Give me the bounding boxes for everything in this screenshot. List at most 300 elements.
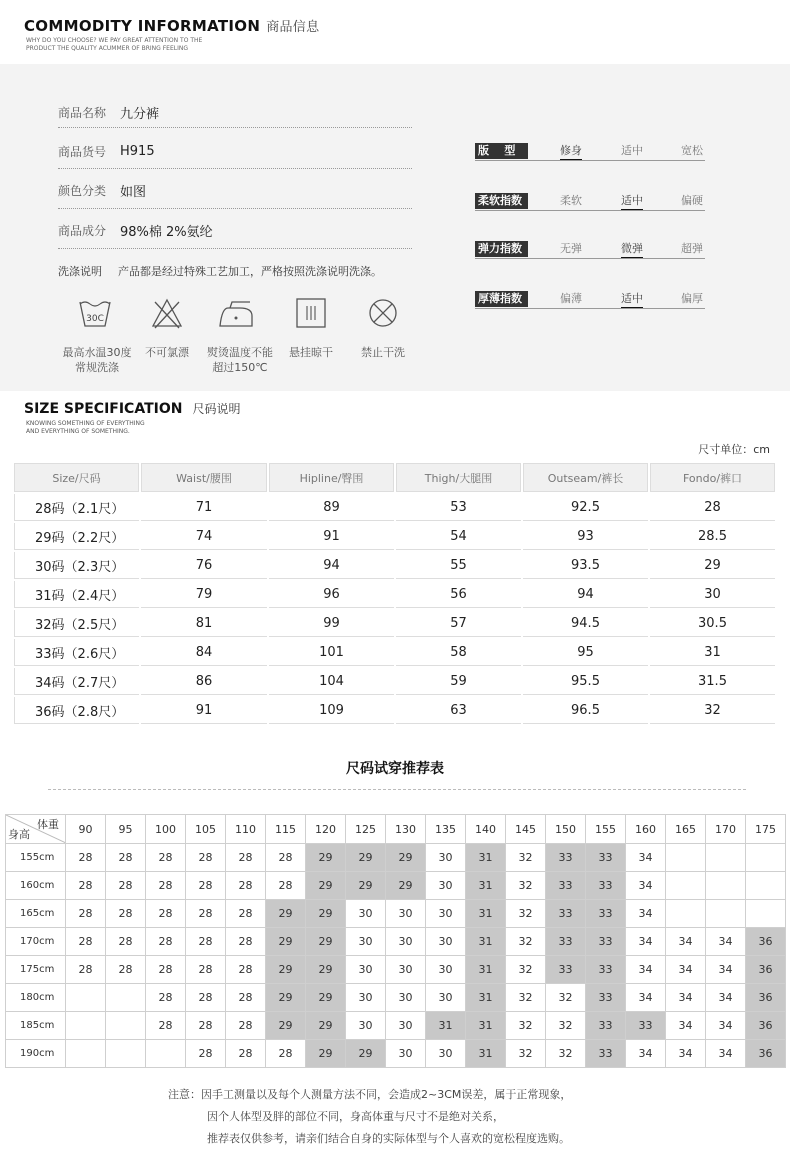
divider — [58, 208, 412, 209]
size-value-cell: 104 — [269, 668, 394, 695]
scale-line — [475, 258, 705, 259]
size-value-cell: 96.5 — [523, 697, 648, 724]
recommend-size-cell: 34 — [626, 956, 666, 984]
note-line3: 推荐表仅供参考，请亲们结合自身的实际体型与个人喜欢的宽松程度选购。 — [207, 1132, 570, 1145]
recommend-size-cell: 28 — [146, 928, 186, 956]
size-row — [14, 610, 775, 637]
recommend-size-cell: 28 — [106, 900, 146, 928]
recommend-size-cell: 28 — [226, 872, 266, 900]
size-spec-subtitle-line2: AND EVERYTHING OF SOMETHING. — [26, 428, 130, 435]
size-value-cell: 76 — [141, 552, 267, 579]
recommend-size-cell: 28 — [266, 1040, 306, 1068]
size-value-cell: 32 — [650, 697, 775, 724]
recommend-size-cell: 28 — [146, 900, 186, 928]
recommend-size-cell: 32 — [506, 928, 546, 956]
recommend-size-cell — [666, 900, 706, 928]
size-value-cell: 71 — [141, 494, 267, 521]
size-header-cell: Outseam/裤长 — [523, 463, 648, 492]
info-row-code — [58, 139, 412, 163]
recommend-size-cell: 36 — [746, 956, 786, 984]
weight-header-cell: 115 — [266, 815, 306, 844]
scale-fit — [475, 143, 705, 161]
recommend-size-cell: 30 — [346, 984, 386, 1012]
recommend-row — [6, 1040, 786, 1068]
care-label-line: 禁止干洗 — [361, 346, 405, 359]
recommend-size-cell — [706, 872, 746, 900]
scale-option: 超弹 — [681, 242, 703, 255]
size-value-cell: 91 — [141, 697, 267, 724]
height-cell: 185cm — [6, 1012, 66, 1040]
recommend-size-cell: 29 — [306, 900, 346, 928]
size-value-cell: 101 — [269, 639, 394, 666]
recommend-size-cell — [146, 1040, 186, 1068]
recommend-size-cell: 34 — [626, 872, 666, 900]
info-label: 商品名称 — [58, 105, 107, 120]
recommend-size-cell: 33 — [586, 928, 626, 956]
size-value-cell: 99 — [269, 610, 394, 637]
size-value-cell: 81 — [141, 610, 267, 637]
recommend-size-cell: 28 — [186, 1040, 226, 1068]
recommend-size-cell: 29 — [266, 984, 306, 1012]
recommend-size-cell: 34 — [626, 844, 666, 872]
info-row-material — [58, 218, 412, 242]
size-table-body — [14, 494, 775, 724]
recommend-size-cell — [106, 1040, 146, 1068]
size-row — [14, 523, 775, 550]
recommend-size-cell: 34 — [706, 956, 746, 984]
height-cell: 165cm — [6, 900, 66, 928]
dashed-divider — [48, 789, 746, 790]
recommend-size-cell: 28 — [146, 1012, 186, 1040]
size-header-cell: Waist/腰围 — [141, 463, 267, 492]
recommend-size-cell: 28 — [66, 956, 106, 984]
scale-label: 厚薄指数 — [475, 291, 528, 307]
size-spec-subtitle — [26, 420, 145, 436]
recommend-size-cell: 34 — [626, 1040, 666, 1068]
scale-option-selected: 微弹 — [621, 241, 643, 259]
recommend-size-cell: 28 — [106, 956, 146, 984]
info-row-name — [58, 100, 412, 124]
recommend-size-cell: 28 — [146, 984, 186, 1012]
recommend-size-cell: 31 — [426, 1012, 466, 1040]
recommend-size-cell: 28 — [186, 872, 226, 900]
info-label: 商品成分 — [58, 223, 107, 238]
scale-softness — [475, 193, 705, 211]
info-label: 商品货号 — [58, 144, 107, 159]
recommend-size-cell — [106, 1012, 146, 1040]
no-dry-clean-icon — [348, 296, 418, 330]
scale-label: 弹力指数 — [475, 241, 528, 257]
recommend-table — [5, 814, 786, 1068]
recommend-size-cell: 31 — [466, 1040, 506, 1068]
recommend-size-cell: 28 — [146, 956, 186, 984]
recommend-size-cell: 31 — [466, 844, 506, 872]
recommend-size-cell: 28 — [226, 844, 266, 872]
recommend-size-cell: 29 — [266, 956, 306, 984]
recommend-size-cell: 28 — [226, 1040, 266, 1068]
recommend-size-cell: 30 — [386, 956, 426, 984]
recommend-size-cell: 30 — [386, 1012, 426, 1040]
recommend-row — [6, 1012, 786, 1040]
size-value-cell: 94.5 — [523, 610, 648, 637]
hang-dry-icon — [276, 296, 346, 330]
size-value-cell: 93.5 — [523, 552, 648, 579]
recommend-size-cell: 33 — [546, 956, 586, 984]
scale-line — [475, 308, 705, 309]
care-label-line: 悬挂晾干 — [289, 346, 333, 359]
weight-header-cell: 155 — [586, 815, 626, 844]
care-label-line: 最高水温30度 — [62, 346, 132, 359]
size-value-cell: 56 — [396, 581, 521, 608]
size-label-cell: 29码（2.2尺） — [14, 523, 139, 550]
recommend-size-cell: 31 — [466, 872, 506, 900]
recommend-size-cell: 28 — [66, 872, 106, 900]
recommend-size-cell — [66, 1040, 106, 1068]
recommend-size-cell: 28 — [186, 1012, 226, 1040]
size-value-cell: 59 — [396, 668, 521, 695]
recommend-size-cell: 36 — [746, 1040, 786, 1068]
size-value-cell: 93 — [523, 523, 648, 550]
scale-elasticity — [475, 241, 705, 259]
care-label-iron — [198, 345, 282, 375]
weight-header-cell: 95 — [106, 815, 146, 844]
recommend-size-cell: 32 — [506, 872, 546, 900]
size-value-cell: 84 — [141, 639, 267, 666]
scale-label: 版 型 — [475, 143, 528, 159]
wash-description: 产品都是经过特殊工艺加工，严格按照洗涤说明洗涤。 — [118, 265, 382, 278]
recommend-size-cell: 28 — [266, 872, 306, 900]
info-value: 如图 — [120, 184, 147, 200]
recommend-size-cell: 28 — [226, 984, 266, 1012]
scale-option: 柔软 — [560, 194, 582, 207]
recommend-size-cell: 29 — [306, 928, 346, 956]
recommend-size-cell: 36 — [746, 1012, 786, 1040]
recommend-size-cell: 28 — [186, 900, 226, 928]
iron-icon — [201, 296, 271, 330]
divider — [58, 248, 412, 249]
recommend-size-cell: 34 — [706, 1040, 746, 1068]
size-value-cell: 91 — [269, 523, 394, 550]
recommend-size-cell: 28 — [186, 956, 226, 984]
recommend-size-cell: 30 — [426, 872, 466, 900]
size-header-cell: Hipline/臀围 — [269, 463, 394, 492]
recommend-table-body — [6, 844, 786, 1068]
size-spec-subtitle-line1: KNOWING SOMETHING OF EVERYTHING — [26, 420, 145, 427]
size-value-cell: 94 — [269, 552, 394, 579]
care-label-line: 熨烫温度不能 — [207, 346, 273, 359]
height-label: 身高 — [8, 828, 30, 841]
recommend-size-cell — [106, 984, 146, 1012]
size-value-cell: 86 — [141, 668, 267, 695]
scale-option-selected: 适中 — [621, 193, 643, 211]
recommend-size-cell: 28 — [266, 844, 306, 872]
recommend-corner — [6, 815, 66, 844]
wash-instructions — [58, 263, 382, 279]
recommend-size-cell — [66, 1012, 106, 1040]
size-label-cell: 33码（2.6尺） — [14, 639, 139, 666]
size-table-head — [14, 463, 775, 492]
size-value-cell: 54 — [396, 523, 521, 550]
recommend-size-cell: 29 — [306, 844, 346, 872]
size-value-cell: 95 — [523, 639, 648, 666]
recommend-size-cell: 29 — [346, 1040, 386, 1068]
height-cell: 175cm — [6, 956, 66, 984]
recommend-size-cell: 29 — [386, 844, 426, 872]
recommend-size-cell: 33 — [586, 984, 626, 1012]
scale-option-selected: 修身 — [560, 143, 582, 161]
size-row — [14, 552, 775, 579]
recommend-row — [6, 844, 786, 872]
size-row — [14, 581, 775, 608]
recommend-size-cell: 30 — [386, 984, 426, 1012]
commodity-info-title-en: COMMODITY INFORMATION — [24, 17, 261, 35]
size-value-cell: 96 — [269, 581, 394, 608]
recommend-size-cell: 34 — [706, 984, 746, 1012]
recommend-size-cell: 33 — [586, 844, 626, 872]
weight-header-cell: 90 — [66, 815, 106, 844]
recommend-size-cell: 28 — [66, 928, 106, 956]
scale-option: 偏厚 — [681, 292, 703, 305]
recommend-size-cell: 28 — [226, 900, 266, 928]
size-label-cell: 30码（2.3尺） — [14, 552, 139, 579]
recommend-size-cell: 28 — [226, 956, 266, 984]
care-label-line: 常规洗涤 — [75, 361, 119, 374]
recommend-size-cell: 34 — [666, 1040, 706, 1068]
size-value-cell: 74 — [141, 523, 267, 550]
recommend-size-cell: 30 — [426, 984, 466, 1012]
scale-line — [475, 160, 705, 161]
recommend-row — [6, 900, 786, 928]
size-value-cell: 95.5 — [523, 668, 648, 695]
recommend-size-cell: 30 — [346, 956, 386, 984]
recommend-size-cell: 31 — [466, 900, 506, 928]
recommend-size-cell: 30 — [386, 1040, 426, 1068]
recommend-size-cell: 29 — [266, 928, 306, 956]
recommend-size-cell: 33 — [586, 956, 626, 984]
scale-option: 适中 — [621, 144, 643, 157]
wash-label: 洗涤说明 — [58, 265, 102, 278]
weight-header-cell: 170 — [706, 815, 746, 844]
scale-option: 偏硬 — [681, 194, 703, 207]
recommend-size-cell: 30 — [346, 1012, 386, 1040]
recommend-row — [6, 984, 786, 1012]
scale-option-selected: 适中 — [621, 291, 643, 309]
note-line2: 因个人体型及胖的部位不同，身高体重与尺寸不是绝对关系， — [207, 1110, 504, 1123]
recommend-size-cell — [66, 984, 106, 1012]
commodity-info-subtitle — [26, 37, 286, 53]
recommend-size-cell: 28 — [66, 844, 106, 872]
info-value: 98%棉 2%氨纶 — [120, 224, 213, 240]
recommend-size-cell: 30 — [426, 928, 466, 956]
scale-option: 无弹 — [560, 242, 582, 255]
recommend-size-cell: 30 — [426, 844, 466, 872]
size-row — [14, 697, 775, 724]
weight-header-cell: 110 — [226, 815, 266, 844]
recommend-size-cell: 32 — [546, 1012, 586, 1040]
recommend-row — [6, 956, 786, 984]
recommend-size-cell: 34 — [666, 1012, 706, 1040]
recommend-size-cell: 33 — [586, 1012, 626, 1040]
recommend-size-cell: 33 — [586, 872, 626, 900]
recommend-size-cell: 36 — [746, 928, 786, 956]
weight-label: 体重 — [37, 818, 59, 831]
recommend-size-cell — [746, 844, 786, 872]
size-row — [14, 639, 775, 666]
recommend-size-cell: 33 — [586, 900, 626, 928]
recommend-size-cell: 34 — [626, 900, 666, 928]
recommend-size-cell: 32 — [506, 1040, 546, 1068]
size-value-cell: 55 — [396, 552, 521, 579]
recommend-size-cell — [706, 900, 746, 928]
weight-header-cell: 140 — [466, 815, 506, 844]
recommend-size-cell: 28 — [66, 900, 106, 928]
size-value-cell: 31.5 — [650, 668, 775, 695]
size-label-cell: 36码（2.8尺） — [14, 697, 139, 724]
weight-header-cell: 160 — [626, 815, 666, 844]
care-label-wash — [58, 345, 136, 375]
weight-header-cell: 120 — [306, 815, 346, 844]
wash-30c-icon — [60, 296, 130, 330]
weight-header-cell: 145 — [506, 815, 546, 844]
recommend-size-cell — [666, 844, 706, 872]
recommend-size-cell: 28 — [226, 1012, 266, 1040]
recommend-size-cell: 32 — [506, 844, 546, 872]
recommend-size-cell: 29 — [306, 1040, 346, 1068]
scale-line — [475, 210, 705, 211]
recommend-size-cell: 31 — [466, 956, 506, 984]
size-header-cell: Size/尺码 — [14, 463, 139, 492]
recommend-size-cell: 34 — [666, 984, 706, 1012]
weight-header-cell: 125 — [346, 815, 386, 844]
recommend-size-cell: 29 — [346, 844, 386, 872]
recommend-size-cell — [746, 900, 786, 928]
recommend-size-cell: 28 — [186, 844, 226, 872]
recommend-size-cell: 28 — [186, 984, 226, 1012]
size-header-cell: Fondo/裤口 — [650, 463, 775, 492]
size-value-cell: 30.5 — [650, 610, 775, 637]
size-header-cell: Thigh/大腿围 — [396, 463, 521, 492]
info-label: 颜色分类 — [58, 183, 107, 198]
divider — [58, 168, 412, 169]
recommend-size-cell: 30 — [426, 1040, 466, 1068]
note-line1: 注意：因手工测量以及每个人测量方法不同，会造成2~3CM误差，属于正常现象， — [168, 1088, 572, 1101]
recommend-size-cell: 32 — [546, 1040, 586, 1068]
recommend-size-cell: 32 — [506, 984, 546, 1012]
recommend-size-cell: 32 — [506, 1012, 546, 1040]
commodity-subtitle-line2: PRODUCT THE QUALITY ACUMMER OF BRING FEELING — [26, 45, 188, 52]
recommend-table-head — [6, 815, 786, 844]
height-cell: 155cm — [6, 844, 66, 872]
size-value-cell: 31 — [650, 639, 775, 666]
recommend-row — [6, 872, 786, 900]
size-value-cell: 89 — [269, 494, 394, 521]
size-label-cell: 28码（2.1尺） — [14, 494, 139, 521]
scale-option: 偏薄 — [560, 292, 582, 305]
height-cell: 190cm — [6, 1040, 66, 1068]
wash-temp-text: 30C — [86, 314, 104, 324]
height-cell: 160cm — [6, 872, 66, 900]
weight-header-cell: 175 — [746, 815, 786, 844]
recommend-size-cell: 32 — [546, 984, 586, 1012]
commodity-subtitle-line1: WHY DO YOU CHOOSE? WE PAY GREAT ATTENTION TO THE — [26, 37, 203, 44]
recommend-size-cell: 33 — [586, 1040, 626, 1068]
size-value-cell: 63 — [396, 697, 521, 724]
size-value-cell: 94 — [523, 581, 648, 608]
recommend-size-cell: 31 — [466, 928, 506, 956]
recommend-size-cell: 34 — [626, 928, 666, 956]
care-label-dryclean — [352, 345, 414, 360]
recommend-size-cell: 32 — [506, 956, 546, 984]
size-value-cell: 58 — [396, 639, 521, 666]
weight-header-cell: 100 — [146, 815, 186, 844]
no-bleach-icon — [132, 296, 202, 330]
recommend-size-cell: 29 — [266, 1012, 306, 1040]
scale-thickness — [475, 291, 705, 309]
weight-header-cell: 130 — [386, 815, 426, 844]
size-table — [12, 461, 777, 726]
recommend-size-cell: 29 — [346, 872, 386, 900]
recommend-size-cell: 29 — [306, 956, 346, 984]
size-value-cell: 92.5 — [523, 494, 648, 521]
commodity-info-title-cn: 商品信息 — [266, 20, 320, 35]
size-value-cell: 28.5 — [650, 523, 775, 550]
recommend-size-cell: 33 — [626, 1012, 666, 1040]
size-value-cell: 109 — [269, 697, 394, 724]
weight-header-cell: 165 — [666, 815, 706, 844]
size-row — [14, 494, 775, 521]
size-value-cell: 79 — [141, 581, 267, 608]
divider — [58, 127, 412, 128]
recommend-size-cell: 33 — [546, 928, 586, 956]
care-label-hang — [282, 345, 340, 360]
size-label-cell: 31码（2.4尺） — [14, 581, 139, 608]
recommend-size-cell: 29 — [306, 1012, 346, 1040]
recommend-size-cell: 30 — [346, 928, 386, 956]
recommend-size-cell: 30 — [426, 900, 466, 928]
recommend-size-cell: 28 — [226, 928, 266, 956]
size-value-cell: 53 — [396, 494, 521, 521]
recommend-size-cell: 34 — [666, 928, 706, 956]
size-value-cell: 57 — [396, 610, 521, 637]
weight-header-cell: 150 — [546, 815, 586, 844]
size-unit: 尺寸单位：cm — [698, 443, 770, 456]
recommend-size-cell: 30 — [346, 900, 386, 928]
recommend-size-cell: 30 — [386, 928, 426, 956]
recommend-size-cell: 28 — [106, 844, 146, 872]
recommend-title: 尺码试穿推荐表 — [346, 761, 444, 777]
recommend-size-cell: 31 — [466, 984, 506, 1012]
care-label-line: 超过150℃ — [212, 361, 268, 374]
commodity-info-title — [24, 16, 319, 35]
recommend-size-cell — [746, 872, 786, 900]
recommend-size-cell: 28 — [106, 872, 146, 900]
info-row-color — [58, 178, 412, 202]
info-value: H915 — [120, 143, 155, 159]
recommend-size-cell: 29 — [386, 872, 426, 900]
recommend-size-cell: 32 — [506, 900, 546, 928]
recommend-size-cell — [666, 872, 706, 900]
recommend-size-cell: 34 — [706, 1012, 746, 1040]
recommend-size-cell: 28 — [186, 928, 226, 956]
recommend-row — [6, 928, 786, 956]
recommend-size-cell: 29 — [266, 900, 306, 928]
recommend-size-cell: 28 — [106, 928, 146, 956]
recommend-size-cell: 28 — [146, 844, 186, 872]
recommend-size-cell: 34 — [626, 984, 666, 1012]
size-value-cell: 29 — [650, 552, 775, 579]
recommend-size-cell: 30 — [426, 956, 466, 984]
recommend-size-cell: 33 — [546, 900, 586, 928]
